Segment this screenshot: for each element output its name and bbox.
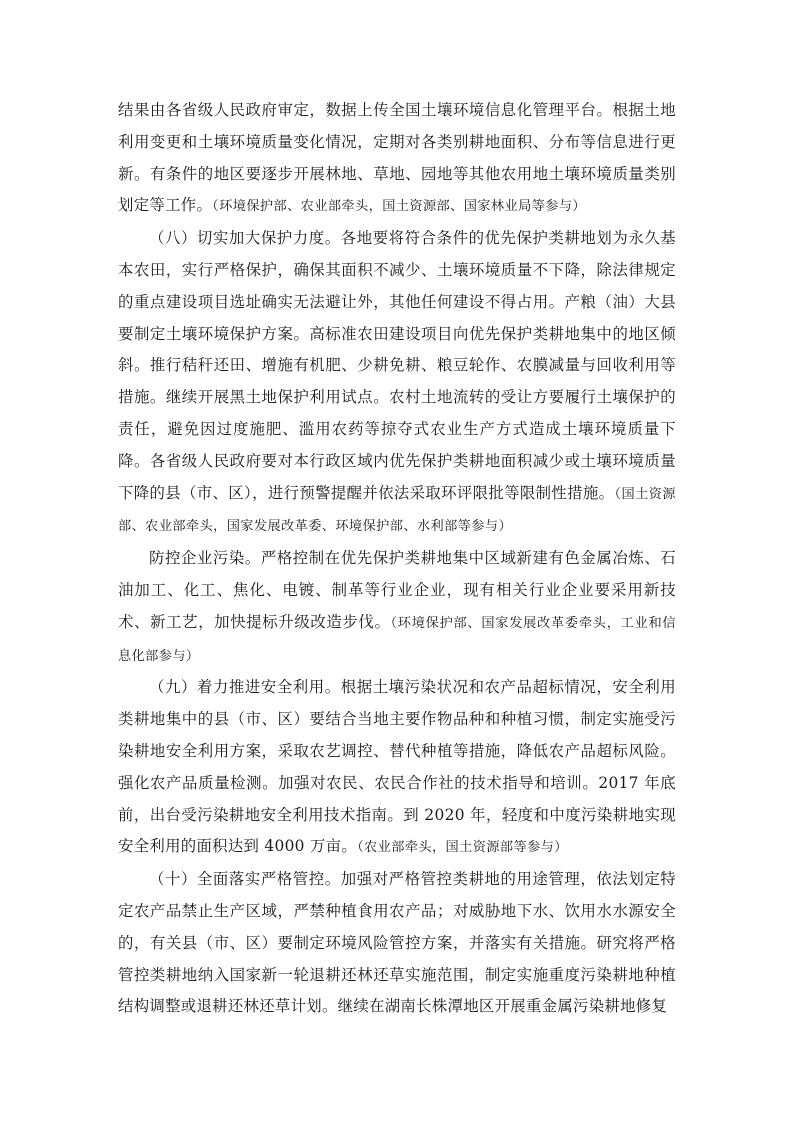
document-page (118, 95, 676, 1023)
paragraph-2-text: （八）切实加大保护力度。各地要将符合条件的优先保护类耕地划为永久基本农田，实行严格保护，确保其面积不减少、土壤环境质量不下降，除法律规定的重点建设项目选址确实无法避让外，其他任何建设不得占用。产粮（油）大县要制定土壤环境保护方案。高标准农田建设项目向优先保护类耕地集中的地区倾斜。推行秸秆还田、增施有机肥、少耕免耕、粮豆轮作、农膜减量与回收利用等措施。继续开展黑土地保护利用试点。农村土地流转的受让方要履行土壤保护的责任，避免因过度施肥、滥用农药等掠夺式农业生产方式造成土壤环境质量下降。各省级人民政府要对本行政区域内优先保护类耕地面积减少或土壤环境质量下降的县（市、区），进行预警提醒并依法采取环评限批等限制性措施。 (118, 229, 676, 502)
paragraph-2-note: （国土资源部、农业部牵头，国家发展改革委、环境保护部、水利部等参与） (118, 486, 676, 535)
paragraph-1-text: 结果由各省级人民政府审定，数据上传全国土壤环境信息化管理平台。根据土地利用变更和土壤环境质量变化情况，定期对各类别耕地面积、分布等信息进行更新。有条件的地区要逐步开展林地、草地、园地等其他农用地土壤环境质量类别划定等工作。 (118, 101, 676, 215)
paragraph-5 (118, 864, 676, 1023)
paragraph-1 (118, 95, 676, 223)
paragraph-4-note: （农业部牵头，国土资源部等参与） (357, 840, 568, 856)
paragraph-3-text: 防控企业污染。严格控制在优先保护类耕地集中区域新建有色金属冶炼、石油加工、化工、焦化、电镀、制革等行业企业，现有相关行业企业要采用新技术、新工艺，加快提标升级改造步伐。 (118, 549, 676, 631)
paragraph-3-note: （环境保护部、国家发展改革委牵头，工业和信息化部参与） (118, 615, 676, 664)
paragraph-4 (118, 672, 676, 864)
paragraph-3 (118, 543, 676, 672)
paragraph-5-text: （十）全面落实严格管控。加强对严格管控类耕地的用途管理，依法划定特定农产品禁止生产区域，严禁种植食用农产品；对威胁地下水、饮用水水源安全的，有关县（市、区）要制定环境风险管控方案，并落实有关措施。研究将严格管控类耕地纳入国家新一轮退耕还林还草实施范围，制定实施重度污染耕地种植结构调整或退耕还林还草计划。继续在湖南长株潭地区开展重金属污染耕地修复 (118, 870, 676, 1016)
paragraph-4-text: （九）着力推进安全利用。根据土壤污染状况和农产品超标情况，安全利用类耕地集中的县（市、区）要结合当地主要作物品种和种植习惯，制定实施受污染耕地安全利用方案，采取农艺调控、替代种植等措施，降低农产品超标风险。强化农产品质量检测。加强对农民、农民合作社的技术指导和培训。2017 年底前，出台受污染耕地安全利用技术指南。到 2020 年，轻度和中度污染耕地实现安全利用的面积达到 4000 万亩。 (118, 678, 676, 856)
paragraph-2 (118, 223, 676, 543)
paragraph-1-note: （环境保护部、农业部牵头，国土资源部、国家林业局等参与） (212, 199, 587, 215)
